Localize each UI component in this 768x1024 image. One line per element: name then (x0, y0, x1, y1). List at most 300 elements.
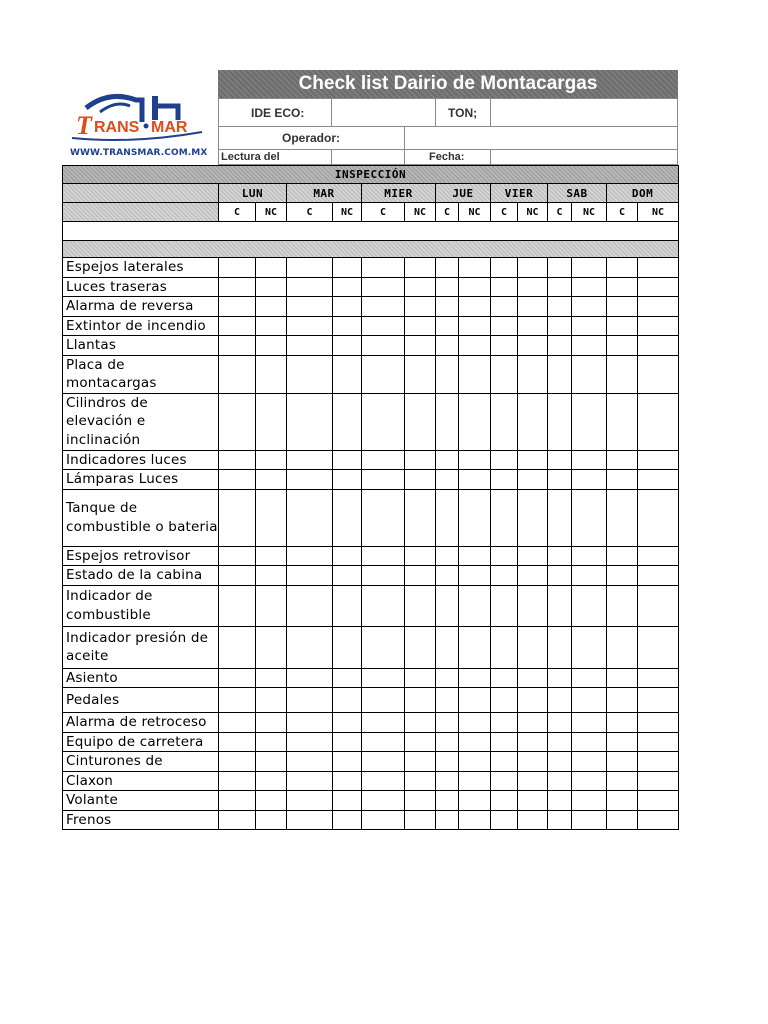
check-nc-lun[interactable] (256, 355, 287, 393)
check-c-dom[interactable] (607, 450, 638, 470)
check-c-dom[interactable] (607, 297, 638, 317)
check-c-lun[interactable] (219, 626, 256, 668)
check-c-vier[interactable] (491, 470, 518, 490)
check-c-sab[interactable] (548, 810, 572, 830)
check-c-mier[interactable] (362, 810, 405, 830)
check-nc-dom[interactable] (638, 546, 679, 566)
check-nc-lun[interactable] (256, 316, 287, 336)
check-nc-vier[interactable] (518, 470, 548, 490)
check-nc-vier[interactable] (518, 546, 548, 566)
check-c-dom[interactable] (607, 668, 638, 688)
check-nc-lun[interactable] (256, 470, 287, 490)
check-c-mar[interactable] (287, 470, 333, 490)
check-c-mier[interactable] (362, 546, 405, 566)
check-c-sab[interactable] (548, 713, 572, 733)
check-c-mar[interactable] (287, 771, 333, 791)
check-nc-vier[interactable] (518, 791, 548, 811)
check-c-dom[interactable] (607, 489, 638, 546)
check-nc-jue[interactable] (459, 336, 491, 356)
check-nc-lun[interactable] (256, 713, 287, 733)
check-c-mier[interactable] (362, 688, 405, 713)
check-nc-dom[interactable] (638, 713, 679, 733)
check-nc-jue[interactable] (459, 489, 491, 546)
check-nc-mier[interactable] (405, 546, 436, 566)
check-c-mier[interactable] (362, 393, 405, 450)
check-c-mier[interactable] (362, 489, 405, 546)
check-c-mar[interactable] (287, 752, 333, 772)
check-nc-mar[interactable] (333, 626, 362, 668)
check-c-jue[interactable] (436, 791, 459, 811)
check-c-sab[interactable] (548, 450, 572, 470)
check-c-mier[interactable] (362, 277, 405, 297)
check-c-jue[interactable] (436, 713, 459, 733)
check-c-jue[interactable] (436, 688, 459, 713)
check-c-dom[interactable] (607, 316, 638, 336)
check-nc-jue[interactable] (459, 791, 491, 811)
check-c-jue[interactable] (436, 277, 459, 297)
check-nc-sab[interactable] (572, 316, 607, 336)
check-nc-sab[interactable] (572, 791, 607, 811)
check-c-lun[interactable] (219, 393, 256, 450)
check-c-lun[interactable] (219, 355, 256, 393)
check-nc-dom[interactable] (638, 771, 679, 791)
check-c-mar[interactable] (287, 688, 333, 713)
check-nc-jue[interactable] (459, 771, 491, 791)
check-nc-mier[interactable] (405, 752, 436, 772)
check-nc-mar[interactable] (333, 546, 362, 566)
check-nc-mar[interactable] (333, 355, 362, 393)
check-nc-sab[interactable] (572, 626, 607, 668)
check-nc-sab[interactable] (572, 668, 607, 688)
check-c-lun[interactable] (219, 771, 256, 791)
check-nc-mier[interactable] (405, 297, 436, 317)
check-nc-mar[interactable] (333, 297, 362, 317)
check-c-jue[interactable] (436, 450, 459, 470)
check-c-mar[interactable] (287, 585, 333, 626)
check-c-sab[interactable] (548, 355, 572, 393)
check-c-lun[interactable] (219, 566, 256, 586)
check-c-sab[interactable] (548, 688, 572, 713)
check-c-lun[interactable] (219, 277, 256, 297)
check-nc-vier[interactable] (518, 732, 548, 752)
check-c-lun[interactable] (219, 297, 256, 317)
check-nc-lun[interactable] (256, 810, 287, 830)
check-c-lun[interactable] (219, 470, 256, 490)
check-nc-sab[interactable] (572, 393, 607, 450)
check-c-dom[interactable] (607, 713, 638, 733)
check-c-lun[interactable] (219, 688, 256, 713)
lectura-field[interactable] (331, 149, 405, 165)
check-nc-sab[interactable] (572, 489, 607, 546)
check-c-dom[interactable] (607, 336, 638, 356)
company-website[interactable]: WWW.TRANSMAR.COM.MX (70, 148, 208, 158)
check-c-jue[interactable] (436, 297, 459, 317)
check-nc-mier[interactable] (405, 566, 436, 586)
check-nc-jue[interactable] (459, 450, 491, 470)
check-c-mier[interactable] (362, 713, 405, 733)
check-c-mier[interactable] (362, 566, 405, 586)
check-c-dom[interactable] (607, 626, 638, 668)
check-nc-jue[interactable] (459, 546, 491, 566)
check-nc-vier[interactable] (518, 713, 548, 733)
check-nc-lun[interactable] (256, 336, 287, 356)
check-c-mier[interactable] (362, 297, 405, 317)
check-c-mier[interactable] (362, 316, 405, 336)
check-c-sab[interactable] (548, 336, 572, 356)
check-c-mar[interactable] (287, 732, 333, 752)
check-nc-mar[interactable] (333, 450, 362, 470)
check-nc-jue[interactable] (459, 585, 491, 626)
check-nc-lun[interactable] (256, 489, 287, 546)
check-c-mar[interactable] (287, 450, 333, 470)
check-nc-vier[interactable] (518, 277, 548, 297)
check-nc-lun[interactable] (256, 771, 287, 791)
check-c-vier[interactable] (491, 585, 518, 626)
check-nc-dom[interactable] (638, 688, 679, 713)
check-c-dom[interactable] (607, 393, 638, 450)
check-c-lun[interactable] (219, 489, 256, 546)
check-nc-vier[interactable] (518, 771, 548, 791)
check-c-vier[interactable] (491, 713, 518, 733)
check-nc-dom[interactable] (638, 393, 679, 450)
check-nc-mier[interactable] (405, 336, 436, 356)
check-nc-dom[interactable] (638, 791, 679, 811)
check-nc-mar[interactable] (333, 771, 362, 791)
check-c-sab[interactable] (548, 297, 572, 317)
check-nc-jue[interactable] (459, 297, 491, 317)
check-c-vier[interactable] (491, 336, 518, 356)
check-nc-mar[interactable] (333, 752, 362, 772)
check-nc-mar[interactable] (333, 791, 362, 811)
ide-eco-field[interactable] (331, 98, 436, 127)
check-nc-sab[interactable] (572, 732, 607, 752)
check-nc-mar[interactable] (333, 393, 362, 450)
check-nc-vier[interactable] (518, 393, 548, 450)
check-c-mar[interactable] (287, 316, 333, 336)
operador-field[interactable] (404, 126, 678, 150)
check-c-sab[interactable] (548, 470, 572, 490)
check-nc-dom[interactable] (638, 336, 679, 356)
check-nc-mar[interactable] (333, 713, 362, 733)
check-nc-lun[interactable] (256, 393, 287, 450)
check-c-jue[interactable] (436, 470, 459, 490)
check-c-mar[interactable] (287, 546, 333, 566)
check-nc-vier[interactable] (518, 668, 548, 688)
check-nc-vier[interactable] (518, 626, 548, 668)
check-c-mier[interactable] (362, 355, 405, 393)
check-nc-dom[interactable] (638, 470, 679, 490)
check-nc-dom[interactable] (638, 489, 679, 546)
check-nc-mier[interactable] (405, 791, 436, 811)
check-c-sab[interactable] (548, 277, 572, 297)
check-nc-jue[interactable] (459, 258, 491, 278)
check-c-vier[interactable] (491, 752, 518, 772)
check-nc-dom[interactable] (638, 668, 679, 688)
check-nc-jue[interactable] (459, 316, 491, 336)
check-nc-mar[interactable] (333, 732, 362, 752)
check-nc-mier[interactable] (405, 393, 436, 450)
check-nc-lun[interactable] (256, 277, 287, 297)
check-c-jue[interactable] (436, 393, 459, 450)
check-nc-vier[interactable] (518, 489, 548, 546)
check-c-dom[interactable] (607, 732, 638, 752)
check-nc-mier[interactable] (405, 258, 436, 278)
check-c-lun[interactable] (219, 791, 256, 811)
check-c-lun[interactable] (219, 713, 256, 733)
check-nc-vier[interactable] (518, 566, 548, 586)
check-c-lun[interactable] (219, 336, 256, 356)
check-c-vier[interactable] (491, 546, 518, 566)
check-nc-dom[interactable] (638, 626, 679, 668)
check-nc-jue[interactable] (459, 566, 491, 586)
check-nc-sab[interactable] (572, 752, 607, 772)
check-c-mar[interactable] (287, 277, 333, 297)
check-nc-dom[interactable] (638, 585, 679, 626)
check-c-mar[interactable] (287, 297, 333, 317)
check-c-vier[interactable] (491, 316, 518, 336)
check-c-jue[interactable] (436, 489, 459, 546)
check-nc-mier[interactable] (405, 626, 436, 668)
check-c-dom[interactable] (607, 585, 638, 626)
check-c-dom[interactable] (607, 566, 638, 586)
check-nc-lun[interactable] (256, 752, 287, 772)
check-nc-jue[interactable] (459, 713, 491, 733)
check-nc-dom[interactable] (638, 752, 679, 772)
check-c-vier[interactable] (491, 771, 518, 791)
check-c-lun[interactable] (219, 258, 256, 278)
check-nc-dom[interactable] (638, 450, 679, 470)
check-c-mar[interactable] (287, 336, 333, 356)
check-c-sab[interactable] (548, 546, 572, 566)
check-nc-lun[interactable] (256, 791, 287, 811)
check-nc-jue[interactable] (459, 277, 491, 297)
check-c-mier[interactable] (362, 771, 405, 791)
check-nc-vier[interactable] (518, 810, 548, 830)
check-nc-mier[interactable] (405, 771, 436, 791)
check-c-vier[interactable] (491, 791, 518, 811)
check-nc-mar[interactable] (333, 668, 362, 688)
check-c-dom[interactable] (607, 470, 638, 490)
check-nc-mar[interactable] (333, 277, 362, 297)
check-nc-mier[interactable] (405, 713, 436, 733)
check-c-lun[interactable] (219, 316, 256, 336)
check-c-lun[interactable] (219, 810, 256, 830)
check-c-sab[interactable] (548, 626, 572, 668)
check-nc-dom[interactable] (638, 566, 679, 586)
check-nc-jue[interactable] (459, 732, 491, 752)
check-nc-mier[interactable] (405, 277, 436, 297)
check-c-sab[interactable] (548, 732, 572, 752)
check-c-mier[interactable] (362, 752, 405, 772)
check-c-mier[interactable] (362, 585, 405, 626)
check-c-sab[interactable] (548, 566, 572, 586)
check-nc-mar[interactable] (333, 489, 362, 546)
check-c-mar[interactable] (287, 626, 333, 668)
check-nc-jue[interactable] (459, 688, 491, 713)
check-c-dom[interactable] (607, 258, 638, 278)
check-c-jue[interactable] (436, 336, 459, 356)
check-nc-vier[interactable] (518, 336, 548, 356)
check-c-lun[interactable] (219, 732, 256, 752)
check-c-vier[interactable] (491, 277, 518, 297)
check-c-mier[interactable] (362, 450, 405, 470)
check-nc-mier[interactable] (405, 450, 436, 470)
check-c-dom[interactable] (607, 277, 638, 297)
check-c-vier[interactable] (491, 688, 518, 713)
check-nc-sab[interactable] (572, 297, 607, 317)
check-nc-mier[interactable] (405, 732, 436, 752)
check-nc-lun[interactable] (256, 566, 287, 586)
check-c-mar[interactable] (287, 713, 333, 733)
check-nc-vier[interactable] (518, 355, 548, 393)
check-nc-mier[interactable] (405, 470, 436, 490)
check-nc-sab[interactable] (572, 258, 607, 278)
check-c-vier[interactable] (491, 668, 518, 688)
check-c-jue[interactable] (436, 258, 459, 278)
check-c-mier[interactable] (362, 258, 405, 278)
check-nc-jue[interactable] (459, 668, 491, 688)
check-c-sab[interactable] (548, 771, 572, 791)
check-nc-mier[interactable] (405, 688, 436, 713)
check-nc-jue[interactable] (459, 810, 491, 830)
check-nc-mier[interactable] (405, 489, 436, 546)
check-nc-jue[interactable] (459, 626, 491, 668)
check-c-dom[interactable] (607, 546, 638, 566)
check-c-sab[interactable] (548, 752, 572, 772)
check-nc-sab[interactable] (572, 771, 607, 791)
check-c-mar[interactable] (287, 810, 333, 830)
check-c-jue[interactable] (436, 668, 459, 688)
check-nc-sab[interactable] (572, 336, 607, 356)
check-c-lun[interactable] (219, 668, 256, 688)
check-c-vier[interactable] (491, 626, 518, 668)
check-c-jue[interactable] (436, 585, 459, 626)
check-c-jue[interactable] (436, 546, 459, 566)
check-nc-mar[interactable] (333, 470, 362, 490)
check-nc-mier[interactable] (405, 316, 436, 336)
check-c-jue[interactable] (436, 732, 459, 752)
check-c-jue[interactable] (436, 752, 459, 772)
check-nc-sab[interactable] (572, 450, 607, 470)
check-c-vier[interactable] (491, 355, 518, 393)
check-nc-sab[interactable] (572, 810, 607, 830)
check-c-vier[interactable] (491, 258, 518, 278)
check-nc-mier[interactable] (405, 585, 436, 626)
check-nc-jue[interactable] (459, 355, 491, 393)
check-nc-mar[interactable] (333, 810, 362, 830)
check-nc-sab[interactable] (572, 688, 607, 713)
check-nc-dom[interactable] (638, 297, 679, 317)
check-c-lun[interactable] (219, 546, 256, 566)
check-nc-lun[interactable] (256, 450, 287, 470)
check-nc-vier[interactable] (518, 585, 548, 626)
check-nc-dom[interactable] (638, 732, 679, 752)
check-c-mier[interactable] (362, 732, 405, 752)
check-c-vier[interactable] (491, 297, 518, 317)
check-c-dom[interactable] (607, 752, 638, 772)
check-nc-lun[interactable] (256, 668, 287, 688)
check-nc-jue[interactable] (459, 752, 491, 772)
check-c-dom[interactable] (607, 688, 638, 713)
check-nc-sab[interactable] (572, 713, 607, 733)
check-c-jue[interactable] (436, 355, 459, 393)
check-c-vier[interactable] (491, 393, 518, 450)
check-c-mar[interactable] (287, 355, 333, 393)
check-c-sab[interactable] (548, 668, 572, 688)
check-nc-lun[interactable] (256, 626, 287, 668)
check-nc-sab[interactable] (572, 585, 607, 626)
check-c-vier[interactable] (491, 810, 518, 830)
check-nc-vier[interactable] (518, 297, 548, 317)
check-c-mier[interactable] (362, 470, 405, 490)
check-nc-mar[interactable] (333, 585, 362, 626)
fecha-field[interactable] (490, 149, 678, 165)
check-nc-dom[interactable] (638, 277, 679, 297)
check-c-sab[interactable] (548, 316, 572, 336)
check-nc-mier[interactable] (405, 668, 436, 688)
check-c-dom[interactable] (607, 791, 638, 811)
check-nc-sab[interactable] (572, 277, 607, 297)
check-nc-vier[interactable] (518, 688, 548, 713)
check-nc-lun[interactable] (256, 258, 287, 278)
check-nc-mar[interactable] (333, 336, 362, 356)
check-c-sab[interactable] (548, 393, 572, 450)
check-c-lun[interactable] (219, 752, 256, 772)
check-c-mier[interactable] (362, 336, 405, 356)
check-nc-lun[interactable] (256, 688, 287, 713)
check-c-sab[interactable] (548, 585, 572, 626)
check-nc-jue[interactable] (459, 470, 491, 490)
check-nc-lun[interactable] (256, 546, 287, 566)
check-nc-mar[interactable] (333, 258, 362, 278)
check-nc-mar[interactable] (333, 316, 362, 336)
check-nc-vier[interactable] (518, 450, 548, 470)
check-c-jue[interactable] (436, 626, 459, 668)
check-nc-sab[interactable] (572, 566, 607, 586)
check-nc-lun[interactable] (256, 732, 287, 752)
check-c-dom[interactable] (607, 355, 638, 393)
check-c-vier[interactable] (491, 450, 518, 470)
check-c-mar[interactable] (287, 791, 333, 811)
check-c-lun[interactable] (219, 585, 256, 626)
check-nc-mier[interactable] (405, 355, 436, 393)
ton-field[interactable] (490, 98, 678, 127)
check-c-sab[interactable] (548, 489, 572, 546)
check-nc-vier[interactable] (518, 316, 548, 336)
check-c-jue[interactable] (436, 810, 459, 830)
check-c-mar[interactable] (287, 668, 333, 688)
check-nc-sab[interactable] (572, 546, 607, 566)
check-nc-vier[interactable] (518, 752, 548, 772)
check-c-mar[interactable] (287, 393, 333, 450)
check-nc-mier[interactable] (405, 810, 436, 830)
check-nc-dom[interactable] (638, 810, 679, 830)
check-nc-sab[interactable] (572, 470, 607, 490)
check-c-vier[interactable] (491, 732, 518, 752)
check-nc-dom[interactable] (638, 258, 679, 278)
check-nc-mar[interactable] (333, 566, 362, 586)
check-nc-vier[interactable] (518, 258, 548, 278)
check-c-sab[interactable] (548, 258, 572, 278)
check-c-vier[interactable] (491, 566, 518, 586)
check-c-dom[interactable] (607, 771, 638, 791)
check-nc-jue[interactable] (459, 393, 491, 450)
check-c-mier[interactable] (362, 791, 405, 811)
check-c-sab[interactable] (548, 791, 572, 811)
check-c-mar[interactable] (287, 258, 333, 278)
check-nc-sab[interactable] (572, 355, 607, 393)
check-c-jue[interactable] (436, 566, 459, 586)
